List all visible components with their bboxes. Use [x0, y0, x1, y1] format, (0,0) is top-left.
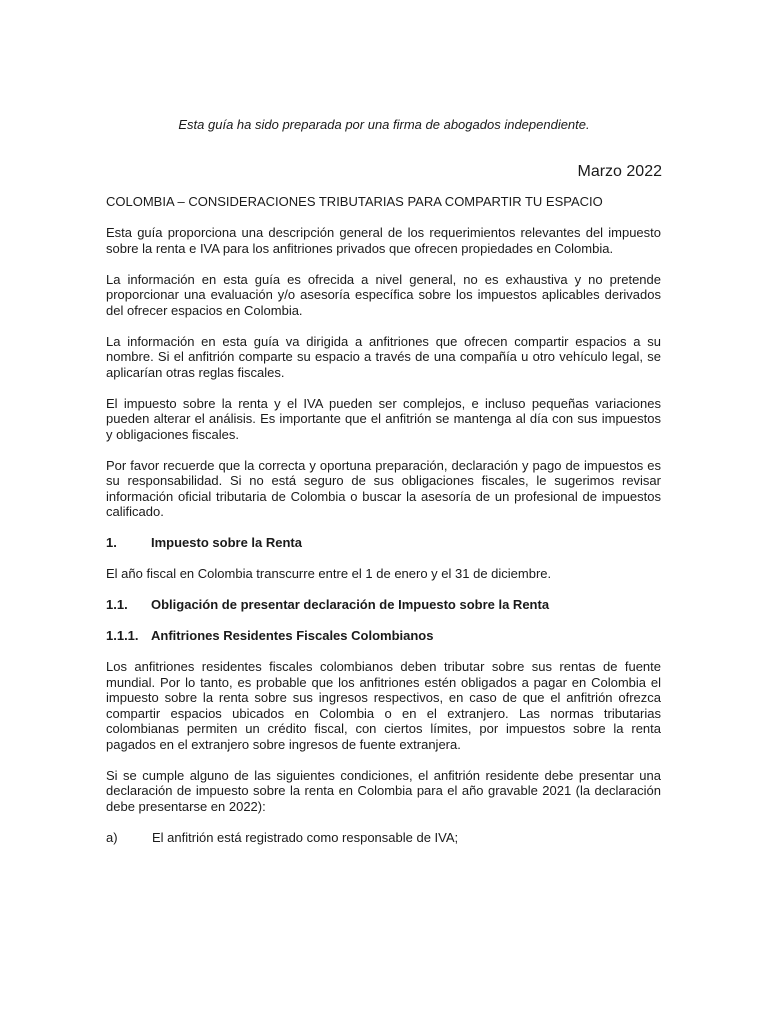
intro-paragraph-2: La información en esta guía es ofrecida a nivel general, no es exhaustiva y no pretende proporcionar una evaluación y/o asesoría específica sobre los impuestos aplicables derivados del ofrecer espacios en Colombia. — [106, 271, 661, 318]
section-1-1-heading — [106, 597, 661, 613]
section-title: Obligación de presentar declaración de Impuesto sobre la Renta — [151, 597, 550, 612]
section-1-1-1-paragraph-2: Si se cumple alguno de las siguientes condiciones, el anfitrión residente debe presentar una declaración de impuesto sobre la renta en Colombia para el año gravable 2021 (la declaración debe presentarse en 2022): — [106, 767, 661, 814]
document-body — [106, 194, 661, 861]
section-number: 1.1.1. — [106, 628, 139, 643]
section-title: Impuesto sobre la Renta — [151, 535, 302, 550]
disclaimer: Esta guía ha sido preparada por una firma de abogados independiente. — [178, 117, 590, 132]
list-item-text: El anfitrión está registrado como responsable de IVA; — [152, 829, 459, 845]
intro-paragraph-5: Por favor recuerde que la correcta y oportuna preparación, declaración y pago de impuestos es su responsabilidad. Si no está seguro de sus obligaciones fiscales, le sugerimos revisar información oficial tributaria de Colombia o buscar la asesoría de un profesional de impuestos calificado. — [106, 457, 661, 519]
section-1-text: El año fiscal en Colombia transcurre entre el 1 de enero y el 31 de diciembre. — [106, 566, 552, 581]
section-1-1-1-paragraph-1: Los anfitriones residentes fiscales colombianos deben tributar sobre sus rentas de fuente mundial. Por lo tanto, es probable que los anfitriones estén obligados a pagar en Colombia el impuesto sobre la renta sobre sus ingresos respectivos, en caso de que el anfitrión ofrezca compartir espacios ubicados en Colombia o en el extranjero. Las normas tributarias colombianas permiten un crédito fiscal, con ciertos límites, por impuestos sobre la renta pagados en el extranjero sobre ingresos de fuente extranjera. — [106, 659, 661, 752]
intro-paragraph-4: El impuesto sobre la renta y el IVA pueden ser complejos, e incluso pequeñas variaciones pueden alterar el análisis. Es importante que el anfitrión se mantenga al día con sus impuestos y obligaciones fiscales. — [106, 395, 661, 442]
section-title: Anfitriones Residentes Fiscales Colombianos — [151, 628, 434, 643]
document-date: Marzo 2022 — [577, 163, 662, 180]
section-number: 1. — [106, 535, 117, 550]
intro-paragraph-1: Esta guía proporciona una descripción general de los requerimientos relevantes del impuesto sobre la renta e IVA para los anfitriones privados que ofrecen propiedades en Colombia. — [106, 225, 661, 256]
list-marker: a) — [106, 829, 118, 845]
document-title: COLOMBIA – CONSIDERACIONES TRIBUTARIAS PARA COMPARTIR TU ESPACIO — [106, 194, 603, 209]
section-number: 1.1. — [106, 597, 128, 612]
list-item — [106, 830, 661, 846]
section-1-heading — [106, 535, 661, 551]
section-1-1-1-heading — [106, 628, 661, 644]
intro-paragraph-3: La información en esta guía va dirigida a anfitriones que ofrecen compartir espacios a su nombre. Si el anfitrión comparte su espacio a través de una compañía u otro vehículo legal, se aplicarían otras reglas fiscales. — [106, 333, 661, 380]
